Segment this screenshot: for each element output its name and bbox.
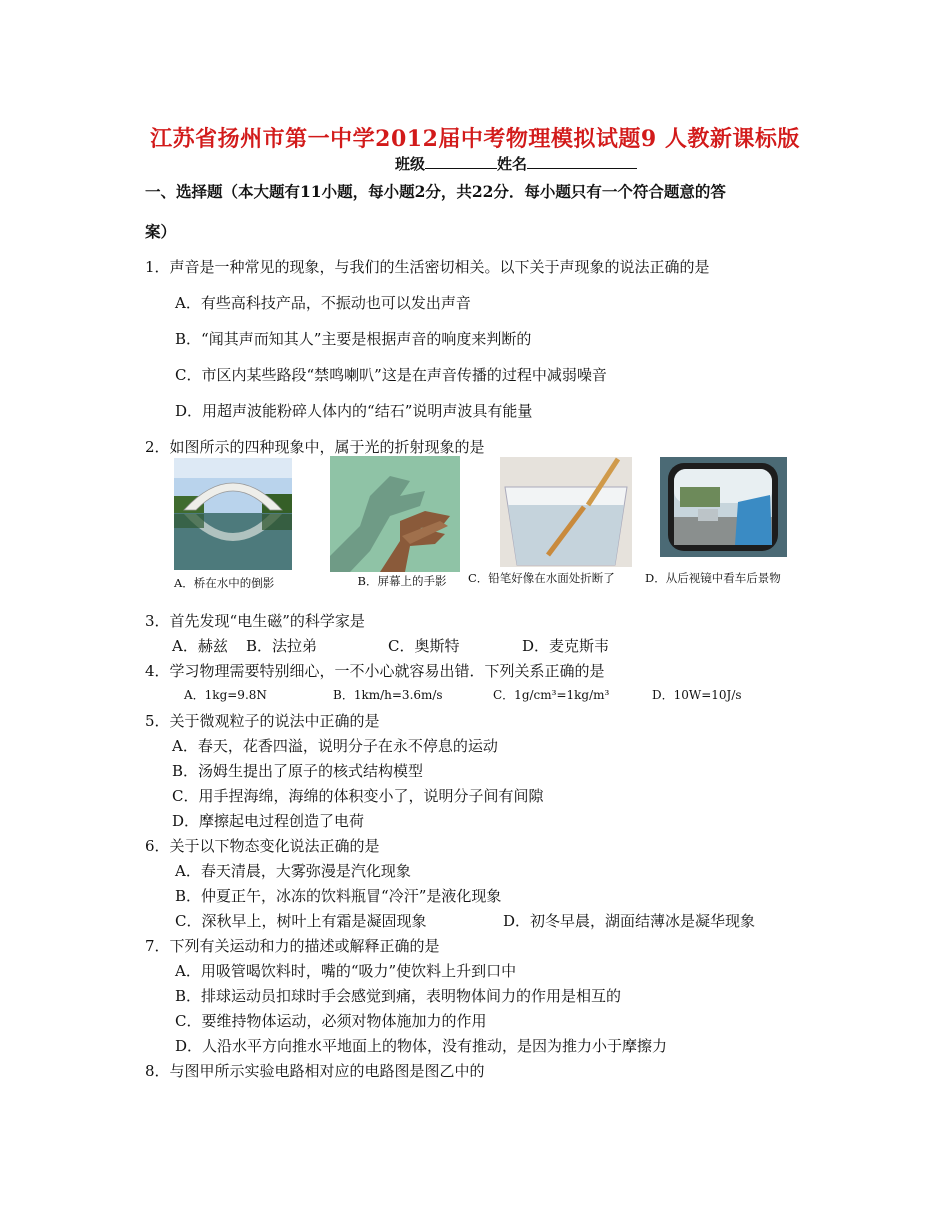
option-c: C．深秋早上，树叶上有霜是凝固现象 <box>175 912 427 930</box>
question-stem: 4．学习物理需要特别细心，一不小心就容易出错．下列关系正确的是 <box>145 662 605 680</box>
option-d: D．用超声波能粉碎人体内的“结石”说明声波具有能量 <box>175 402 533 420</box>
page-title: 江苏省扬州市第一中学2012届中考物理模拟试题9 人教新课标版 <box>150 126 800 152</box>
question-stem: 6．关于以下物态变化说法正确的是 <box>145 837 380 855</box>
bridge-reflection-image <box>174 458 292 570</box>
option-a: A．1kg=9.8N <box>184 688 267 702</box>
class-blank <box>425 153 497 169</box>
option-b: B．1km/h=3.6m/s <box>333 688 443 702</box>
question-stem: 2．如图所示的四种现象中，属于光的折射现象的是 <box>145 438 485 456</box>
option-b: B．“闻其声而知其人”主要是根据声音的响度来判断的 <box>175 330 532 348</box>
option-d: D．摩擦起电过程创造了电荷 <box>172 812 365 830</box>
option-a: A．赫兹 <box>172 637 228 655</box>
class-label: 班级 <box>395 155 426 173</box>
question-stem: 1．声音是一种常见的现象，与我们的生活密切相关。以下关于声现象的说法正确的是 <box>145 258 710 276</box>
figure-caption-b: B．屏幕上的手影 <box>357 574 447 588</box>
option-b: B．排球运动员扣球时手会感觉到痛，表明物体间力的作用是相互的 <box>175 987 622 1005</box>
option-c: C．1g/cm³=1kg/m³ <box>493 688 610 702</box>
option-a: A．春天清晨，大雾弥漫是汽化现象 <box>175 862 411 880</box>
pencil-glass-image <box>500 457 632 567</box>
question-stem: 7．下列有关运动和力的描述或解释正确的是 <box>145 937 440 955</box>
option-c: C．奥斯特 <box>388 637 460 655</box>
option-c: C．用手捏海绵，海绵的体积变小了，说明分子间有间隙 <box>172 787 544 805</box>
class-name-line <box>395 153 637 174</box>
option-a: A．用吸管喝饮料时，嘴的“吸力”使饮料上升到口中 <box>175 962 517 980</box>
question-stem: 5．关于微观粒子的说法中正确的是 <box>145 712 380 730</box>
option-b: B．汤姆生提出了原子的核式结构模型 <box>172 762 424 780</box>
option-c: C．市区内某些路段“禁鸣喇叭”这是在声音传播的过程中减弱噪音 <box>175 366 607 384</box>
option-d: D．初冬早晨，湖面结薄冰是凝华现象 <box>503 912 756 930</box>
option-c: C．要维持物体运动，必须对物体施加力的作用 <box>175 1012 487 1030</box>
section-heading: 一、选择题（本大题有11小题，每小题2分，共22分．每小题只有一个符合题意的答 <box>145 182 726 201</box>
option-a: A．有些高科技产品，不振动也可以发出声音 <box>175 294 471 312</box>
name-label: 姓名 <box>497 155 528 173</box>
option-d: D．10W=10J/s <box>652 688 742 702</box>
name-blank <box>527 153 637 169</box>
option-d: D．人沿水平方向推水平地面上的物体，没有推动，是因为推力小于摩擦力 <box>175 1037 668 1055</box>
option-b: B．仲夏正午，冰冻的饮料瓶冒“冷汗”是液化现象 <box>175 887 502 905</box>
hand-shadow-image <box>330 456 460 572</box>
rearview-mirror-image <box>660 457 787 557</box>
figure-caption-a: A．桥在水中的倒影 <box>174 576 275 590</box>
section-heading-cont: 案） <box>145 222 177 241</box>
option-a: A．春天，花香四溢，说明分子在永不停息的运动 <box>172 737 498 755</box>
option-b: B．法拉弟 <box>246 637 318 655</box>
figure-caption-d: D．从后视镜中看车后景物 <box>645 571 781 585</box>
question-stem: 8．与图甲所示实验电路相对应的电路图是图乙中的 <box>145 1062 485 1080</box>
figure-caption-c: C．铅笔好像在水面处折断了 <box>468 571 615 585</box>
option-d: D．麦克斯韦 <box>522 637 610 655</box>
question-stem: 3．首先发现“电生磁”的科学家是 <box>145 612 365 630</box>
